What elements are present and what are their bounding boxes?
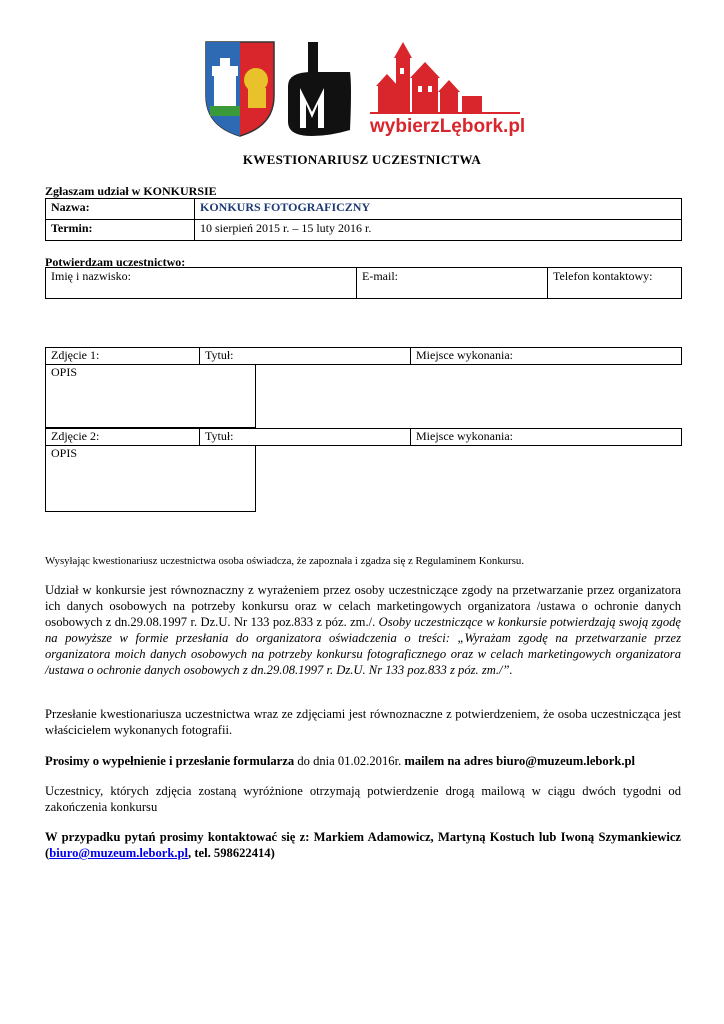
name-field[interactable]	[46, 268, 357, 299]
consent-paragraph	[45, 582, 681, 678]
photo-1-label: Zdjęcie 1:	[46, 348, 200, 365]
contact-email-link[interactable]: biuro@muzeum.lebork.pl	[49, 846, 189, 860]
term-label: Termin:	[46, 220, 195, 241]
participant-table	[45, 267, 682, 299]
photo-2-desc-label: OPIS	[51, 446, 78, 460]
photo-1-title-label: Tytuł:	[205, 348, 234, 362]
header-logos	[200, 38, 530, 138]
photo-1-header	[45, 347, 682, 365]
museum-lm-logo-icon	[288, 42, 351, 136]
photo-1-place-field[interactable]	[411, 348, 682, 365]
contact-prefix: W przypadku pytań prosimy kontaktować się z: Markiem Adamowicz, Martyną Kostuch lub Iwoną Szymankiewicz (	[45, 830, 681, 860]
name-label: Nazwa:	[46, 199, 195, 220]
email-field-label: E-mail:	[362, 269, 398, 283]
participation-heading: Potwierdzam uczestnictwo:	[45, 255, 186, 269]
photo-2-place-label: Miejsce wykonania:	[416, 429, 513, 443]
photo-1-desc-label: OPIS	[51, 365, 78, 379]
winners-paragraph: Uczestnicy, których zdjęcia zostaną wyróżnione otrzymają potwierdzenie drogą mailową w ciągu dwóch tygodni od zakończenia konkursu	[45, 784, 681, 814]
registration-table	[45, 198, 682, 241]
consent-plain: Udział w konkursie jest równoznaczny z wyrażeniem przez osoby uczestniczące zgody na przetwarzanie przez organizatora ich danych osobowych na potrzeby konkursu oraz w celach marketingowych organizatora /ustawa o ochronie danych osobowych z dn.29.08.1997 r. Dz.U. Nr 133 poz.833 z póz. zm./.	[45, 583, 681, 629]
phone-field[interactable]	[548, 268, 682, 299]
phone-field-label: Telefon kontaktowy:	[553, 269, 653, 283]
name-field-label: Imię i nazwisko:	[51, 269, 131, 283]
request-bold-2: mailem na adres biuro@muzeum.lebork.pl	[404, 754, 635, 768]
request-plain: do dnia 01.02.2016r.	[294, 754, 405, 768]
submission-paragraph: Przesłanie kwestionariusza uczestnictwa wraz ze zdjęciami jest równoznaczne z potwierdzeniem, że osoba uczestnicząca jest właścicielem wykonanych fotografii.	[45, 707, 681, 737]
registration-heading: Zgłaszam udział w KONKURSIE	[45, 184, 217, 198]
request-paragraph	[45, 753, 681, 769]
photo-2-title-label: Tytuł:	[205, 429, 234, 443]
photo-1-title-field[interactable]	[200, 348, 411, 365]
page-title: KWESTIONARIUSZ UCZESTNICTWA	[242, 152, 482, 167]
photo-2-header	[45, 428, 682, 446]
contact-paragraph	[45, 829, 681, 861]
photo-2-place-field[interactable]	[411, 429, 682, 446]
term-value: 10 sierpień 2015 r. – 15 luty 2016 r.	[195, 220, 682, 241]
consent-italic: Osoby uczestniczące w konkursie potwierdzają swoją zgodę na powyższe w formie przesłania do organizatora oświadczenia o treści: „Wyrażam zgodę na przetwarzanie przez organizatora moich danych osobowych na potrzeby konkursu fotograficznego oraz w celach marketingowych organizatora /ustawa o ochronie danych osobowych z dn.29.08.1997 r. Dz.U. Nr 133 poz.833 z póz. zm./”.	[45, 615, 681, 677]
declaration-text: Wysyłając kwestionariusz uczestnictwa osoba oświadcza, że zapoznała i zgadza się z Regulaminem Konkursu.	[45, 555, 525, 567]
photo-2-description-field[interactable]	[45, 445, 256, 512]
logos-graphic	[200, 38, 530, 138]
photo-1-place-label: Miejsce wykonania:	[416, 348, 513, 362]
photo-1-description-field[interactable]	[45, 364, 256, 428]
photo-2-title-field[interactable]	[200, 429, 411, 446]
logo-wordmark: wybierzLębork.pl	[370, 116, 526, 137]
email-field[interactable]	[357, 268, 548, 299]
wybierz-lebork-logo-icon	[370, 42, 520, 114]
request-bold-1: Prosimy o wypełnienie i przesłanie formularza	[45, 754, 295, 768]
contact-suffix: , tel. 598622414)	[188, 846, 275, 860]
coat-of-arms-icon	[206, 42, 274, 136]
competition-name: KONKURS FOTOGRAFICZNY	[195, 199, 682, 220]
photo-2-label: Zdjęcie 2:	[46, 429, 200, 446]
